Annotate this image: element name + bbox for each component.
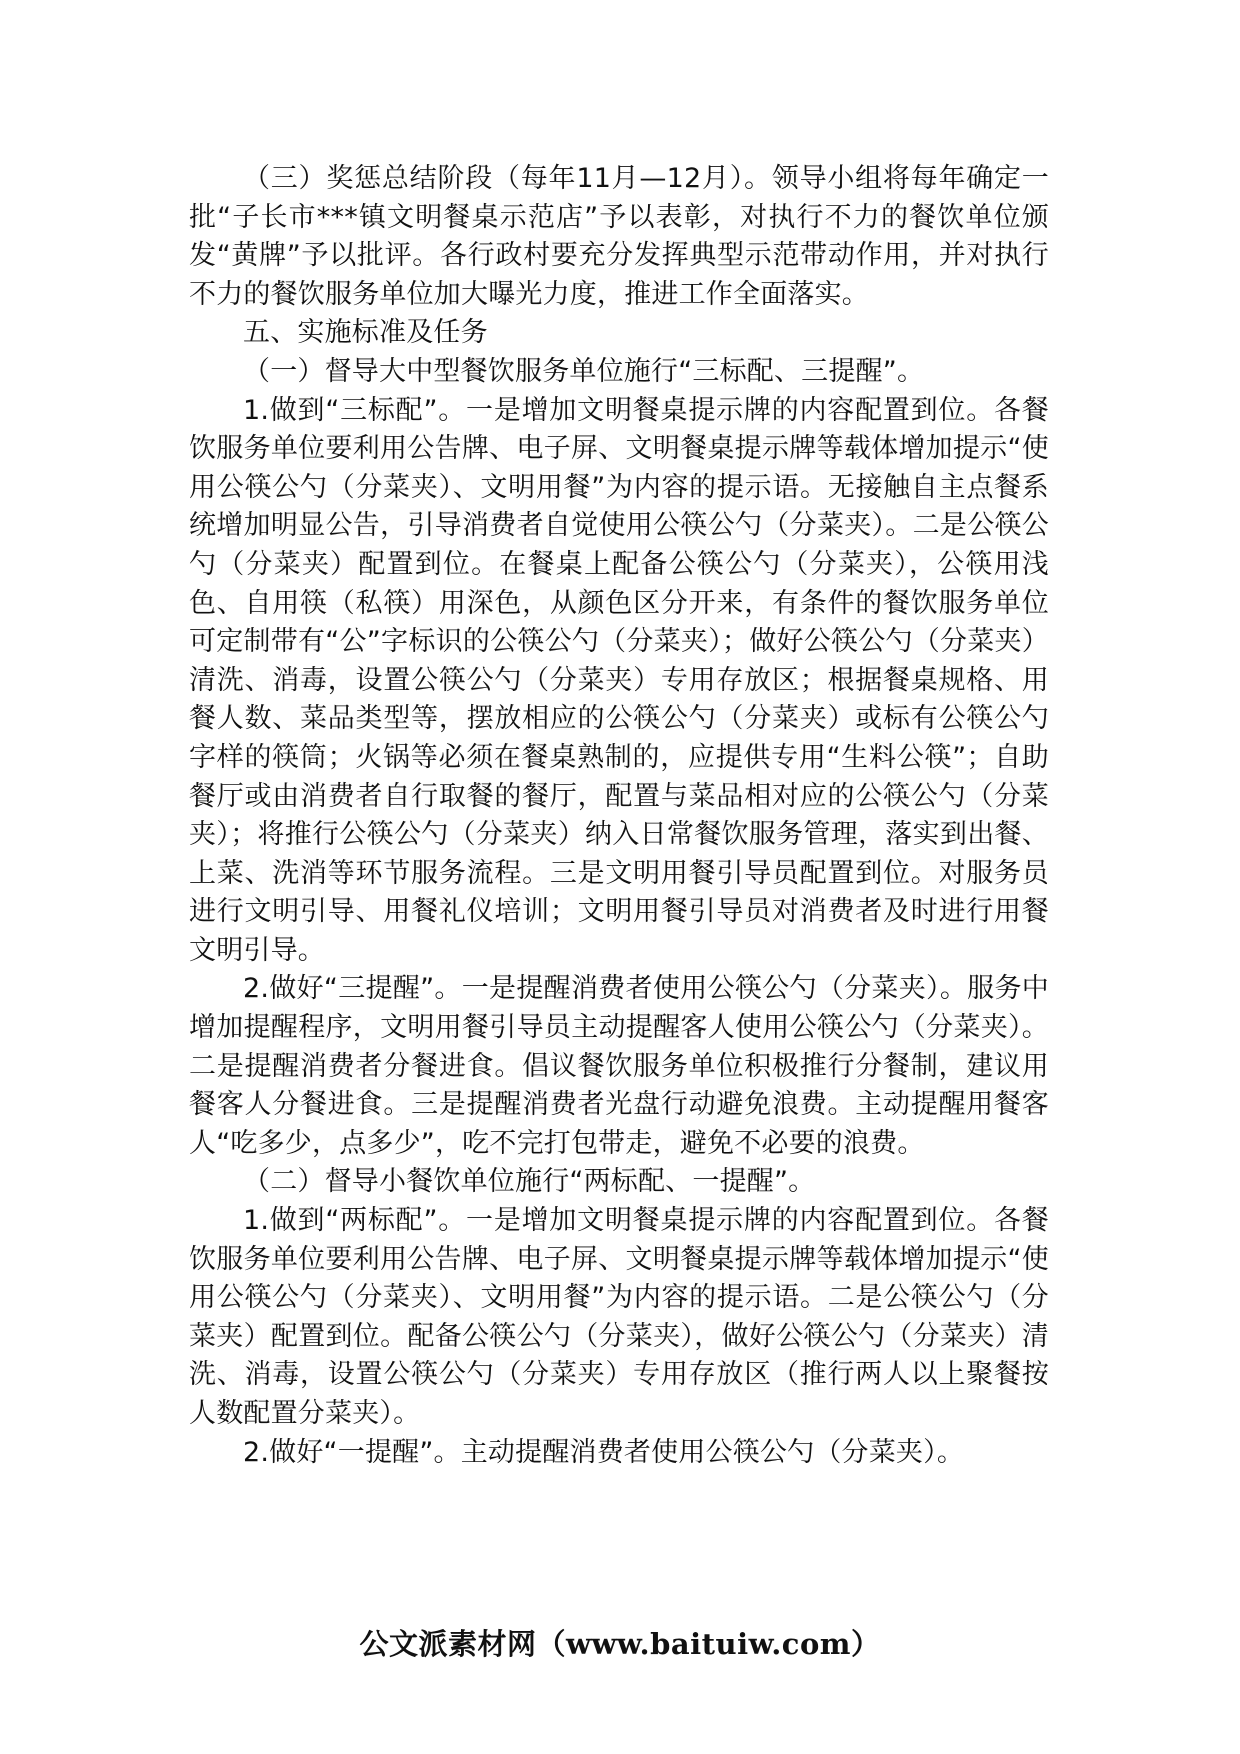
paragraph-one-reminder: 2.做好“一提醒”。主动提醒消费者使用公筷公勺（分菜夹）。 xyxy=(243,1436,965,1468)
heading-large-medium-restaurants: （一）督导大中型餐饮服务单位施行“三标配、三提醒”。 xyxy=(243,355,925,387)
paragraph-three-standard-configs: 1.做到“三标配”。一是增加文明餐桌提示牌的内容配置到位。各餐饮服务单位要利用公告牌、电子屏、文明餐桌提示牌等载体增加提示“使用公筷公勺（分菜夹）、文明用餐”为内容的提示语。无接触自主点餐系统增加明显公告，引导消费者自觉使用公筷公勺（分菜夹）。二是公筷公勺（分菜夹）配置到位。在餐桌上配备公筷公勺（分菜夹），公筷用浅色、自用筷（私筷）用深色，从颜色区分开来，有条件的餐饮服务单位可定制带有“公”字标识的公筷公勺（分菜夹）；做好公筷公勺（分菜夹）清洗、消毒，设置公筷公勺（分菜夹）专用存放区；根据餐桌规格、用餐人数、菜品类型等，摆放相应的公筷公勺（分菜夹）或标有公筷公勺字样的筷筒；火锅等必须在餐桌熟制的，应提供专用“生料公筷”；自助餐厅或由消费者自行取餐的餐厅，配置与菜品相对应的公筷公勺（分菜夹）；将推行公筷公勺（分菜夹）纳入日常餐饮服务管理，落实到出餐、上菜、洗消等环节服务流程。三是文明用餐引导员配置到位。对服务员进行文明引导、用餐礼仪培训；文明用餐引导员对消费者及时进行用餐文明引导。 xyxy=(189,394,1049,966)
paragraph-two-standard-configs: 1.做到“两标配”。一是增加文明餐桌提示牌的内容配置到位。各餐饮服务单位要利用公告牌、电子屏、文明餐桌提示牌等载体增加提示“使用公筷公勺（分菜夹）、文明用餐”为内容的提示语。二是公筷公勺（分菜夹）配置到位。配备公筷公勺（分菜夹），做好公筷公勺（分菜夹）清洗、消毒，设置公筷公勺（分菜夹）专用存放区（推行两人以上聚餐按人数配置分菜夹）。 xyxy=(189,1205,1049,1429)
paragraph-reward-summary-stage: （三）奖惩总结阶段（每年11月—12月）。领导小组将每年确定一批“子长市***镇文明餐桌示范店”予以表彰，对执行不力的餐饮单位颁发“黄牌”予以批评。各行政村要充分发挥典型示范带动作用，并对执行不力的餐饮服务单位加大曝光力度，推进工作全面落实。 xyxy=(189,163,1049,310)
heading-implementation-standards: 五、实施标准及任务 xyxy=(243,317,488,349)
paragraph-three-reminders: 2.做好“三提醒”。一是提醒消费者使用公筷公勺（分菜夹）。服务中增加提醒程序，文明用餐引导员主动提醒客人使用公筷公勺（分菜夹）。二是提醒消费者分餐进食。倡议餐饮服务单位积极推行分餐制，建议用餐客人分餐进食。三是提醒消费者光盘行动避免浪费。主动提醒用餐客人“吃多少，点多少”，吃不完打包带走，避免不必要的浪费。 xyxy=(189,973,1049,1159)
document-body xyxy=(189,160,1049,1472)
heading-small-restaurants: （二）督导小餐饮单位施行“两标配、一提醒”。 xyxy=(243,1166,816,1198)
footer-watermark: 公文派素材网（www.baituiw.com） xyxy=(359,1627,881,1661)
